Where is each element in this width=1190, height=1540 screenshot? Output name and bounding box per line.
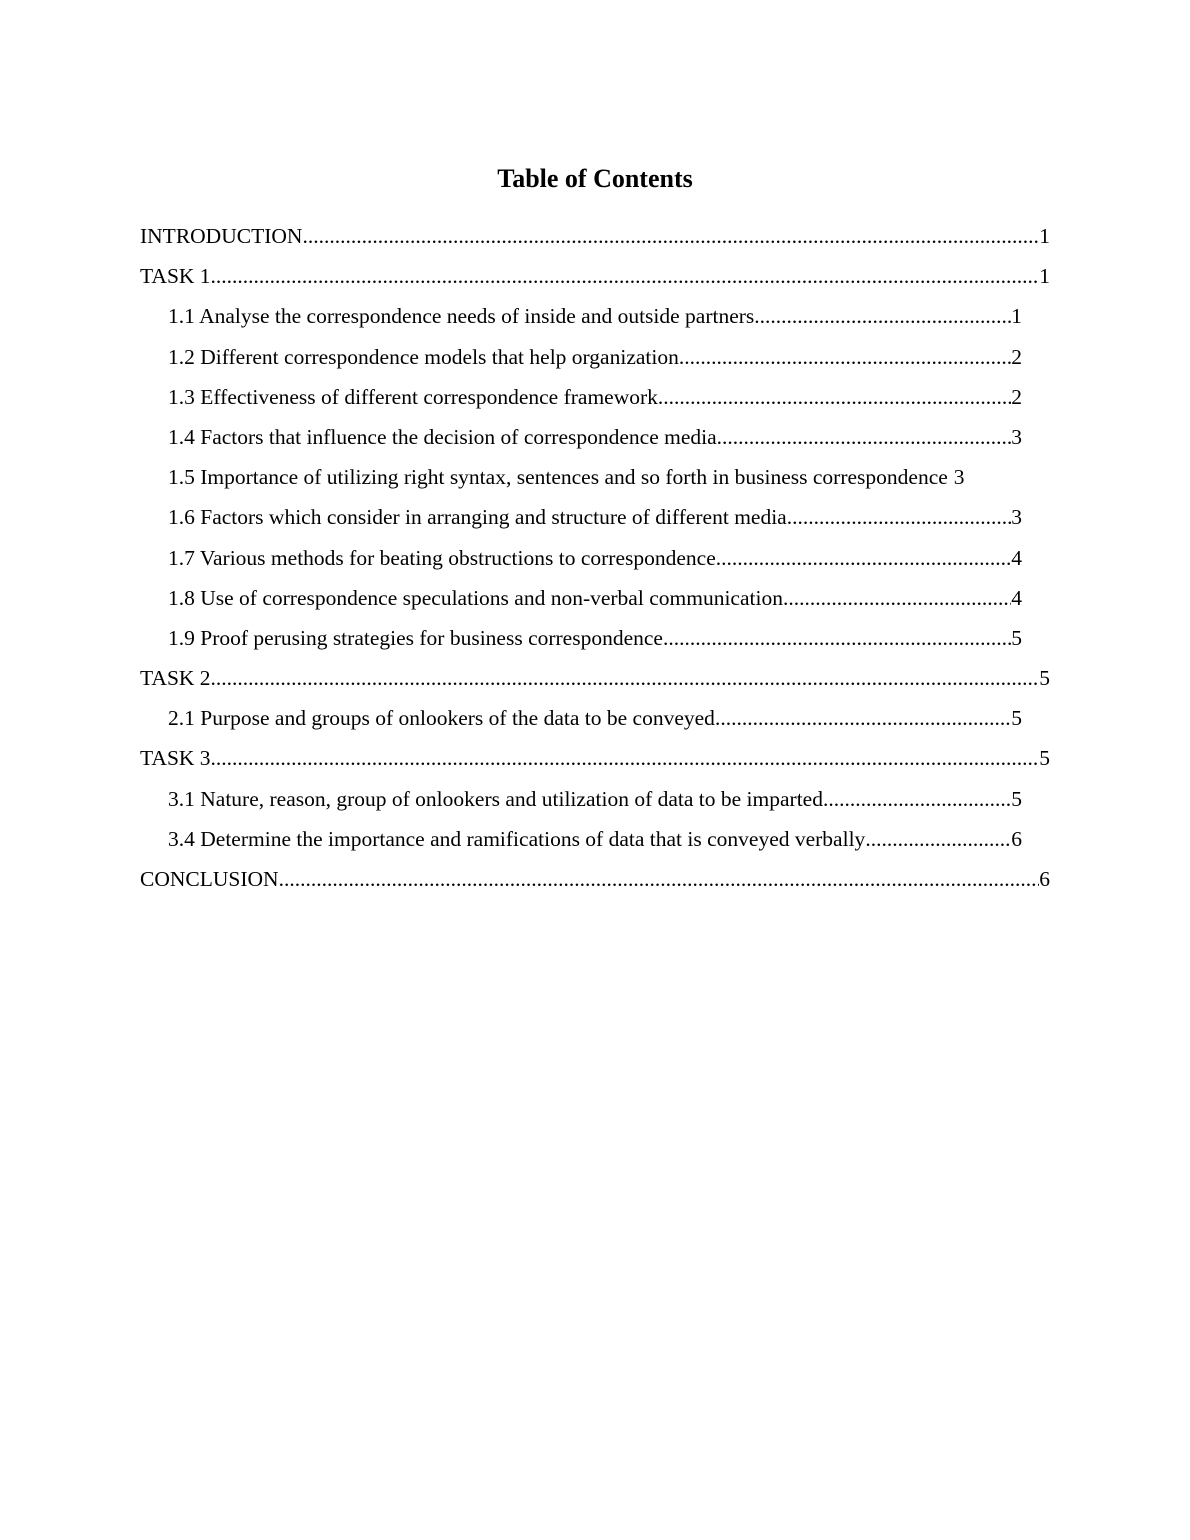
toc-page-number: 6	[1011, 826, 1022, 851]
toc-page-number: 5	[1011, 786, 1022, 811]
toc-page-number: 5	[1039, 746, 1050, 771]
toc-entry-label: 1.6 Factors which consider in arranging and structure of different media	[168, 505, 787, 530]
toc-entry-label: 2.1 Purpose and groups of onlookers of the data to be conveyed	[168, 706, 715, 731]
toc-entry-1-6[interactable]	[168, 497, 1022, 537]
toc-entry-label: 1.7 Various methods for beating obstructions to correspondence	[168, 545, 716, 570]
toc-page-number: 4	[1011, 545, 1022, 570]
toc-entry-1-7[interactable]	[168, 538, 1022, 578]
toc-entry-2-1[interactable]	[168, 698, 1022, 738]
toc-entry-1-9[interactable]	[168, 618, 1022, 658]
toc-entry-label: INTRODUCTION	[140, 224, 303, 248]
toc-entry-1-8[interactable]	[168, 578, 1022, 618]
dot-leader	[865, 819, 1011, 859]
toc-entry-label: 1.3 Effectiveness of different correspondence framework	[168, 384, 658, 409]
toc-page-number: 5	[1039, 666, 1050, 691]
toc-page-number: 1	[1011, 304, 1022, 329]
toc-entry-label: TASK 1	[140, 264, 211, 289]
toc-entry-3-4[interactable]	[168, 819, 1022, 859]
dot-leader	[658, 377, 1011, 417]
page-title: Table of Contents	[497, 164, 693, 193]
toc-entry-label: 3.4 Determine the importance and ramifications of data that is conveyed verbally	[168, 826, 866, 851]
toc-page-number: 5	[1011, 706, 1022, 731]
dot-leader	[715, 698, 1011, 738]
dot-leader	[663, 618, 1011, 658]
toc-entry-label: TASK 2	[140, 666, 211, 691]
toc-entry-label: TASK 3	[140, 746, 211, 771]
dot-leader	[279, 859, 1040, 899]
toc-page-number: 4	[1011, 585, 1022, 610]
toc-entry-label: CONCLUSION	[140, 867, 279, 891]
toc-entry-label: 3.1 Nature, reason, group of onlookers and utilization of data to be imparted	[168, 786, 823, 811]
toc-page-number: 1	[1039, 224, 1050, 248]
toc-entry-1-4[interactable]	[168, 417, 1022, 457]
dot-leader	[717, 417, 1012, 457]
toc-page-number: 2	[1011, 384, 1022, 409]
toc-entry-task-3[interactable]	[140, 738, 1050, 778]
toc-entry-task-2[interactable]	[140, 658, 1050, 698]
toc-entry-conclusion[interactable]	[140, 859, 1050, 899]
toc-page-number: 6	[1039, 867, 1050, 891]
toc-entry-3-1[interactable]	[168, 779, 1022, 819]
dot-leader	[211, 658, 1040, 698]
toc-entry-label: 1.4 Factors that influence the decision of correspondence media	[168, 424, 717, 449]
toc-entry-introduction[interactable]	[140, 216, 1050, 256]
toc-entry-label: 1.5 Importance of utilizing right syntax, sentences and so forth in business correspondence	[168, 465, 948, 490]
dot-leader	[211, 738, 1040, 778]
dot-leader	[716, 538, 1012, 578]
dot-leader	[211, 256, 1040, 296]
toc-entry-1-2[interactable]	[168, 337, 1022, 377]
dot-leader	[783, 578, 1011, 618]
toc-entry-label: 1.9 Proof perusing strategies for business correspondence	[168, 625, 663, 650]
toc-list	[140, 216, 1050, 899]
toc-entry-label: 1.2 Different correspondence models that help organization	[168, 344, 679, 369]
dot-leader	[679, 337, 1011, 377]
toc-page-number: 5	[1011, 625, 1022, 650]
toc-entry-task-1[interactable]	[140, 256, 1050, 296]
toc-entry-label: 1.8 Use of correspondence speculations and non-verbal communication	[168, 585, 783, 610]
dot-leader	[302, 216, 1039, 256]
toc-entry-1-5[interactable]	[168, 457, 1048, 497]
toc-page-number: 3	[1011, 424, 1022, 449]
toc-page-number: 1	[1039, 264, 1050, 289]
toc-entry-1-3[interactable]	[168, 377, 1022, 417]
toc-page-number: 3	[953, 465, 965, 490]
toc-page-number: 2	[1011, 344, 1022, 369]
dot-leader	[823, 779, 1011, 819]
dot-leader	[787, 497, 1012, 537]
dot-leader	[754, 296, 1011, 336]
toc-entry-label: 1.1 Analyse the correspondence needs of inside and outside partners	[168, 304, 755, 329]
toc-entry-1-1[interactable]	[168, 296, 1022, 336]
toc-page-number: 3	[1011, 505, 1022, 530]
